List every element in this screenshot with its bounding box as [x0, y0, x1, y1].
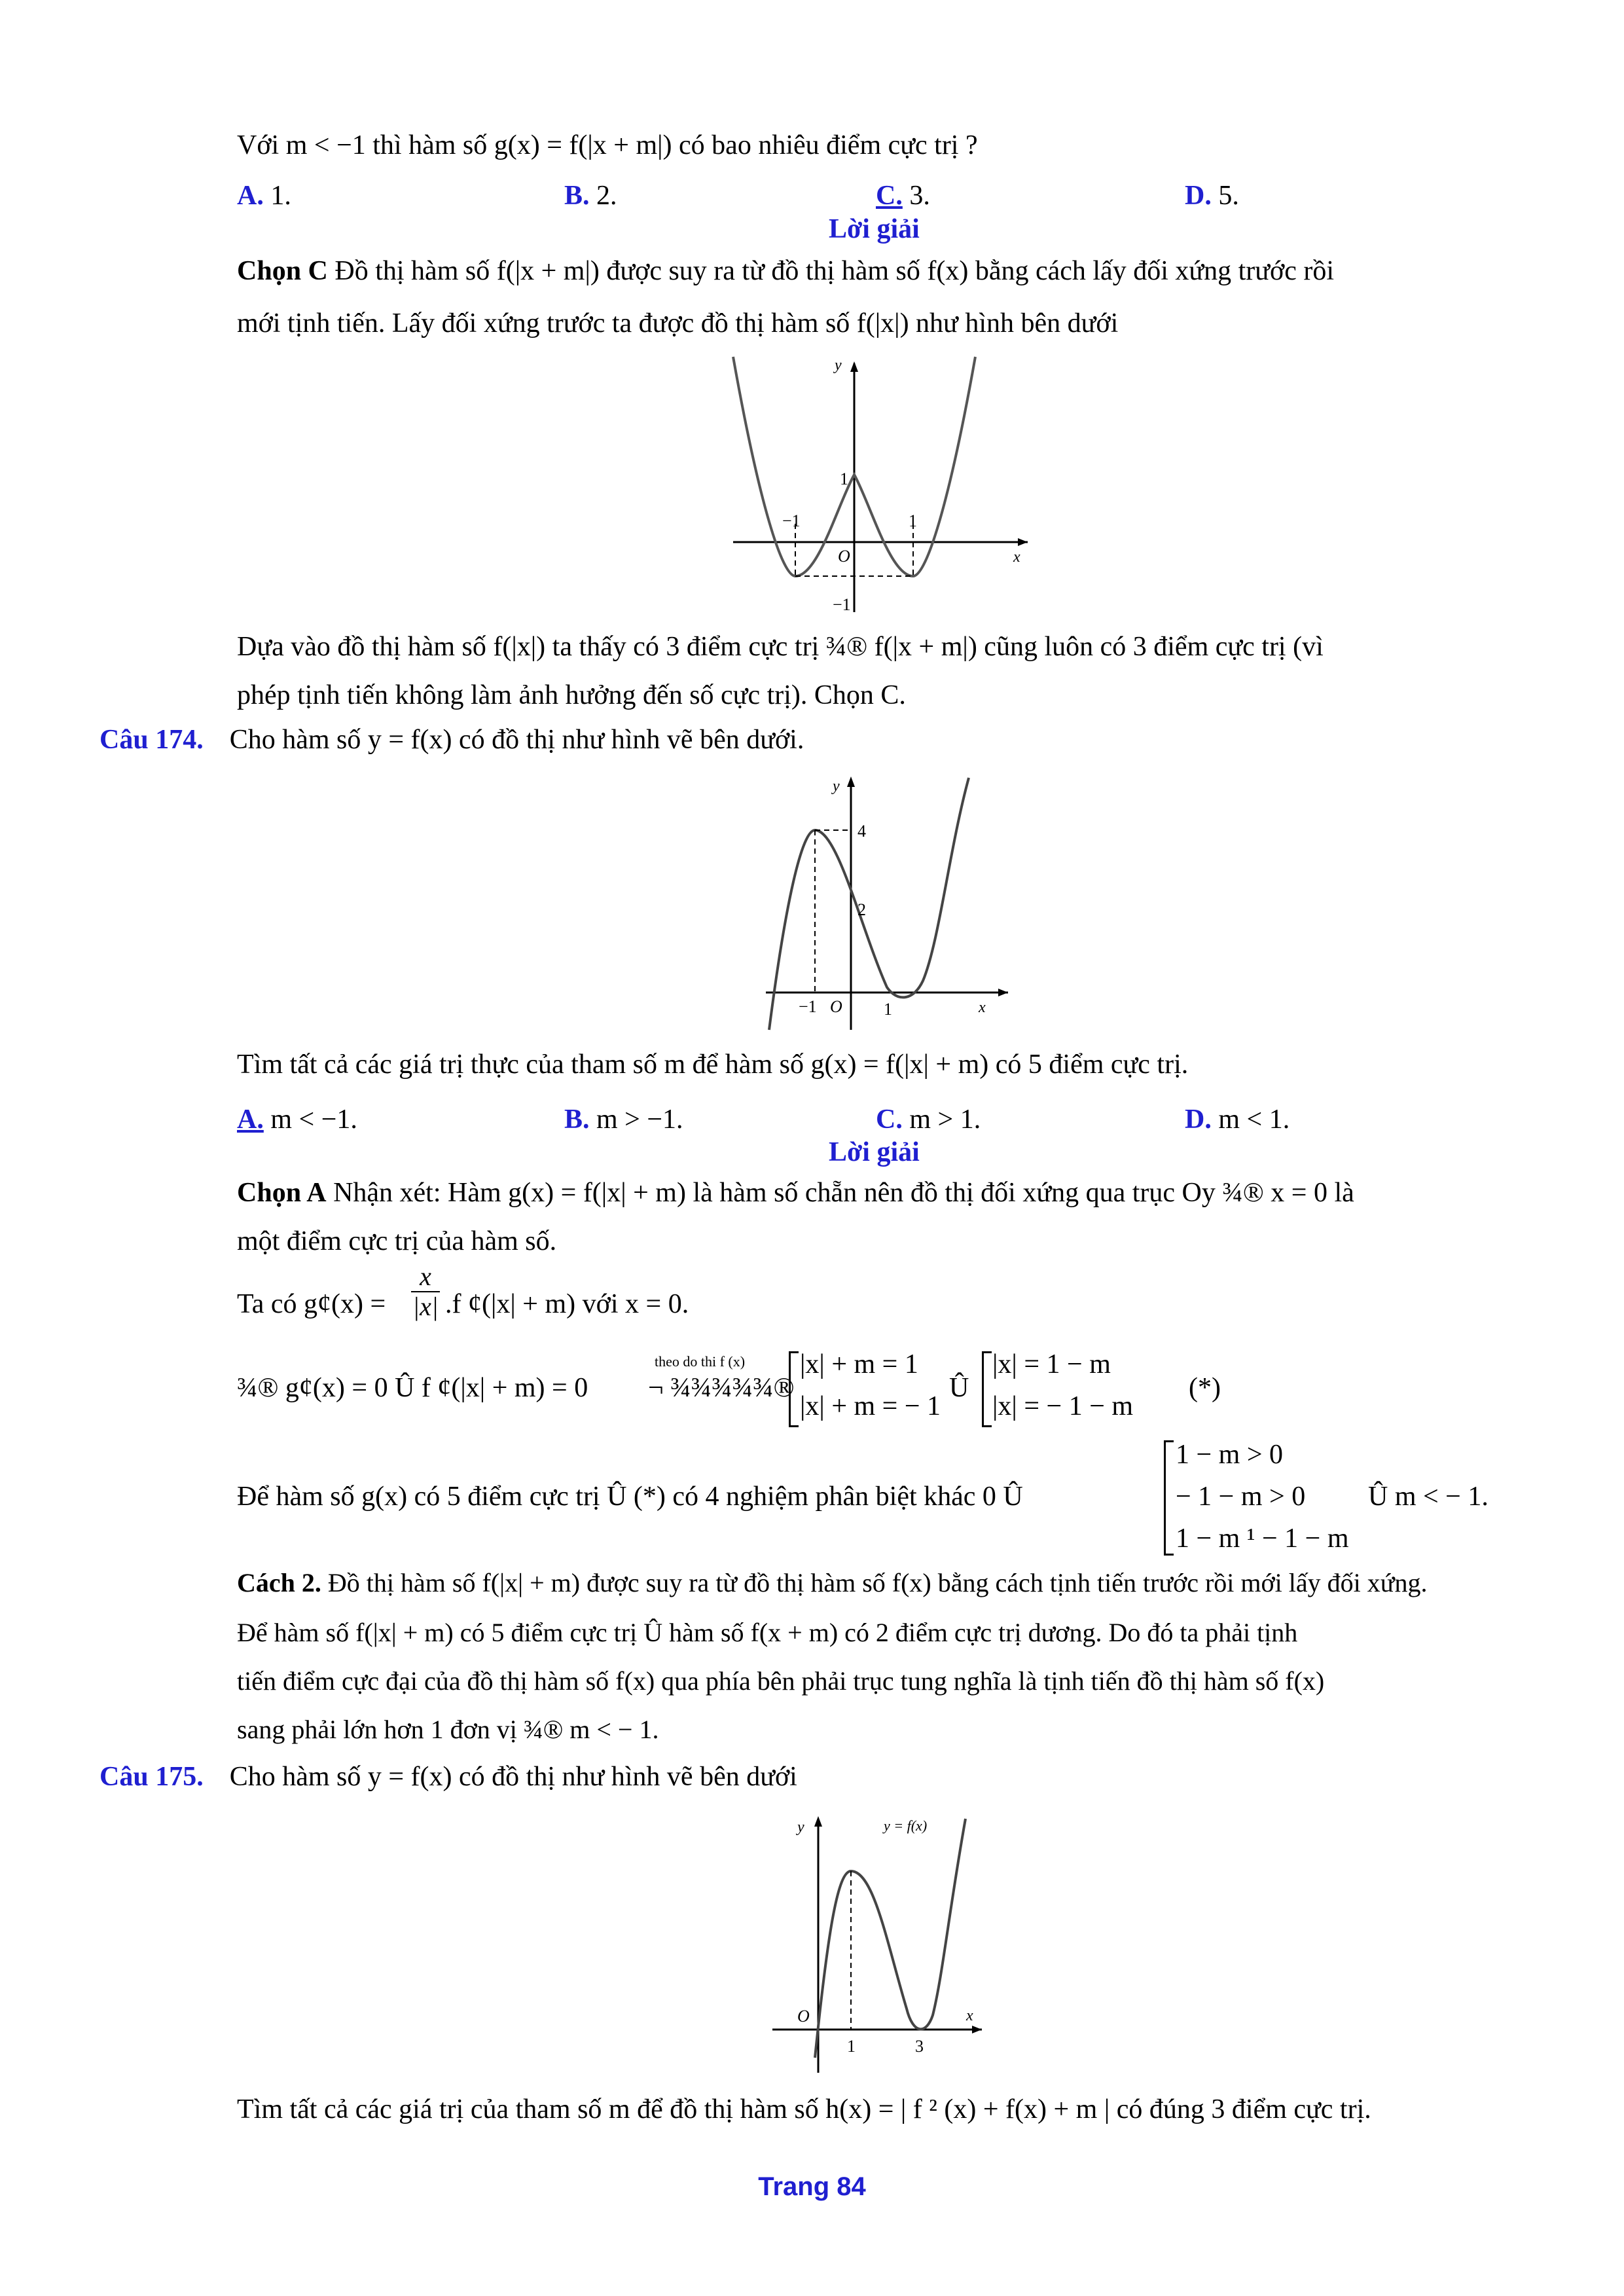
y-axis-arrow: [814, 1816, 822, 1827]
q174-method2-line-2: Để hàm số f(|x| + m) có 5 điểm cực trị Û hàm số f(x + m) có 2 điểm cực trị dương. Do đó ta phải tịnh: [237, 1618, 1298, 1647]
y-label: y: [833, 778, 840, 795]
tick-x-neg1: −1: [799, 997, 817, 1016]
q174-arrow: ¬ ¾¾¾¾¾®: [648, 1373, 795, 1403]
y-axis-arrow: [847, 776, 855, 787]
q174-method2-line-1: [237, 1566, 1427, 1600]
q173-option-c-key: C.: [876, 181, 903, 211]
x-axis-arrow: [972, 2026, 982, 2033]
q174-option-a-key: A.: [237, 1104, 264, 1135]
q174-solution-line-4a: ¾® g¢(x) = 0 Û f ¢(|x| + m) = 0: [237, 1373, 588, 1403]
tick-x-3: 3: [915, 2037, 924, 2056]
q174-brace-3: [1164, 1440, 1174, 1556]
q174-option-d-key: D.: [1185, 1104, 1212, 1135]
q174-cond-1: 1 − m > 0: [1176, 1440, 1284, 1470]
q174-sys2-line2: |x| = − 1 − m: [992, 1391, 1134, 1421]
q173-sol-text-1: Đồ thị hàm số f(|x + m|) được suy ra từ đồ thị hàm số f(x) bằng cách lấy đối xứng trước rồi: [327, 256, 1335, 286]
q175-ask: Tìm tất cả các giá trị của tham số m để đồ thị hàm số h(x) = | f ² (x) + f(x) + m | có đúng 3 điểm cực trị.: [237, 2094, 1371, 2124]
tick-x-1: 1: [909, 511, 917, 530]
tick-y-neg1: −1: [833, 595, 851, 614]
q174-sol-text-1: Nhận xét: Hàm g(x) = f(|x| + m) là hàm số chẵn nên đồ thị đối xứng qua trục Oy ¾® x = 0 là: [326, 1178, 1354, 1208]
tick-y-2: 2: [857, 900, 866, 919]
q175-label: Câu 175.: [99, 1762, 204, 1792]
q174-option-b-key: B.: [564, 1104, 590, 1135]
q174-result: Û m < − 1.: [1368, 1482, 1489, 1512]
q173-choose: Chọn C: [237, 256, 328, 286]
q174-arrow-note: theo do thi f (x): [655, 1353, 746, 1370]
tick-x-neg1: −1: [782, 511, 801, 530]
tick-y-4: 4: [857, 822, 866, 841]
q174-solution-title: Lời giải: [829, 1137, 920, 1167]
tick-y-1: 1: [840, 469, 848, 488]
q173-option-b-text: 2.: [589, 181, 617, 211]
q174-method2-text-1: Đồ thị hàm số f(|x| + m) được suy ra từ đồ thị hàm số f(x) bằng cách tịnh tiến trước rồi mới lấy đối xứng.: [321, 1568, 1428, 1597]
q173-option-b: [564, 179, 617, 213]
q174-solution-line-1: [237, 1176, 1354, 1210]
q175-graph-f-x: [766, 1812, 988, 2074]
q174-stem: [99, 723, 804, 757]
q173-option-c: [876, 179, 930, 213]
origin-label: O: [797, 2007, 810, 2026]
q174-sys1-line1: |x| + m = 1: [800, 1349, 918, 1379]
x-label: x: [979, 999, 986, 1016]
y-axis-arrow: [850, 361, 858, 372]
y-label: y: [797, 1819, 804, 1836]
q174-option-d: [1185, 1102, 1290, 1137]
x-label: x: [1013, 549, 1020, 566]
q174-choose: Chọn A: [237, 1178, 327, 1208]
q175-stem-text: Cho hàm số y = f(x) có đồ thị như hình vẽ bên dưới: [229, 1762, 797, 1792]
q174-fraction: [411, 1262, 440, 1321]
q173-stem: Với m < −1 thì hàm số g(x) = f(|x + m|) có bao nhiêu điểm cực trị ?: [237, 130, 978, 160]
q174-option-c-text: m > 1.: [902, 1104, 981, 1135]
q173-option-c-text: 3.: [902, 181, 930, 211]
q174-cond-3: 1 − m ¹ − 1 − m: [1176, 1523, 1349, 1554]
q174-method2-title: Cách 2.: [237, 1568, 321, 1597]
q173-solution-line-1: [237, 254, 1334, 288]
q174-brace-2: [982, 1351, 992, 1427]
q173-option-d-key: D.: [1185, 181, 1212, 211]
q174-option-b-text: m > −1.: [589, 1104, 683, 1135]
q174-option-c-key: C.: [876, 1104, 903, 1135]
q173-solution-line-4: phép tịnh tiến không làm ảnh hưởng đến số cực trị). Chọn C.: [237, 680, 906, 710]
q173-graph-f-abs-x: [720, 354, 1034, 629]
q174-method2-line-3: tiến điểm cực đại của đồ thị hàm số f(x) qua phía bên phải trục tung nghĩa là tịnh tiến đồ thị hàm số f(x): [237, 1666, 1325, 1696]
origin-label: O: [838, 547, 850, 566]
function-label: y = f(x): [884, 1817, 928, 1834]
q174-option-a: [237, 1102, 357, 1137]
q174-ask: Tìm tất cả các giá trị thực của tham số m để hàm số g(x) = f(|x| + m) có 5 điểm cực trị.: [237, 1049, 1189, 1080]
q174-option-a-text: m < −1.: [263, 1104, 357, 1135]
q174-brace-1: [789, 1351, 799, 1427]
q174-graph-f-x: [753, 771, 1015, 1033]
q173-solution-line-2: mới tịnh tiến. Lấy đối xứng trước ta được đồ thị hàm số f(|x|) như hình bên dưới: [237, 308, 1119, 338]
q173-option-d: [1185, 179, 1239, 213]
q174-sys2-line1: |x| = 1 − m: [992, 1349, 1111, 1379]
tick-x-1: 1: [847, 2037, 856, 2056]
q173-option-a-key: A.: [237, 181, 264, 211]
q173-solution-line-3: Dựa vào đồ thị hàm số f(|x|) ta thấy có 3 điểm cực trị ¾® f(|x + m|) cũng luôn có 3 điểm cực trị (vì: [237, 632, 1324, 662]
origin-label: O: [830, 997, 842, 1016]
q174-stem-text: Cho hàm số y = f(x) có đồ thị như hình vẽ bên dưới.: [229, 725, 804, 755]
q175-stem: [99, 1760, 797, 1794]
q174-method2-line-4: sang phải lớn hơn 1 đơn vị ¾® m < − 1.: [237, 1715, 659, 1744]
q174-star: (*): [1189, 1373, 1221, 1403]
q173-option-d-text: 5.: [1211, 181, 1239, 211]
tick-x-1: 1: [884, 1000, 892, 1019]
q174-solution-line-2: một điểm cực trị của hàm số.: [237, 1226, 557, 1256]
q174-option-c: [876, 1102, 981, 1137]
page-footer: Trang 84: [758, 2172, 866, 2201]
q173-option-a-text: 1.: [263, 181, 291, 211]
y-label: y: [835, 357, 842, 374]
q174-cond-2: − 1 − m > 0: [1176, 1482, 1306, 1512]
q174-solution-line-3a: Ta có g¢(x) =: [237, 1289, 386, 1319]
q174-fraction-num: x: [420, 1262, 431, 1291]
q174-sys1-line2: |x| + m = − 1: [800, 1391, 941, 1421]
q173-option-b-key: B.: [564, 181, 590, 211]
q174-option-d-text: m < 1.: [1211, 1104, 1290, 1135]
q174-fraction-den: |x|: [412, 1292, 439, 1321]
q174-label: Câu 174.: [99, 725, 204, 755]
q174-solution-line-5: Để hàm số g(x) có 5 điểm cực trị Û (*) có 4 nghiệm phân biệt khác 0 Û: [237, 1482, 1023, 1512]
q174-solution-line-3b: .f ¢(|x| + m) với x = 0.: [445, 1289, 689, 1319]
q174-option-b: [564, 1102, 683, 1137]
x-label: x: [966, 2007, 973, 2024]
x-axis-arrow: [998, 989, 1008, 996]
x-axis-arrow: [1018, 538, 1028, 546]
q174-equiv: Û: [949, 1373, 969, 1403]
q173-solution-title: Lời giải: [829, 214, 920, 244]
curve-f-x: [815, 1819, 965, 2058]
q173-option-a: [237, 179, 291, 213]
